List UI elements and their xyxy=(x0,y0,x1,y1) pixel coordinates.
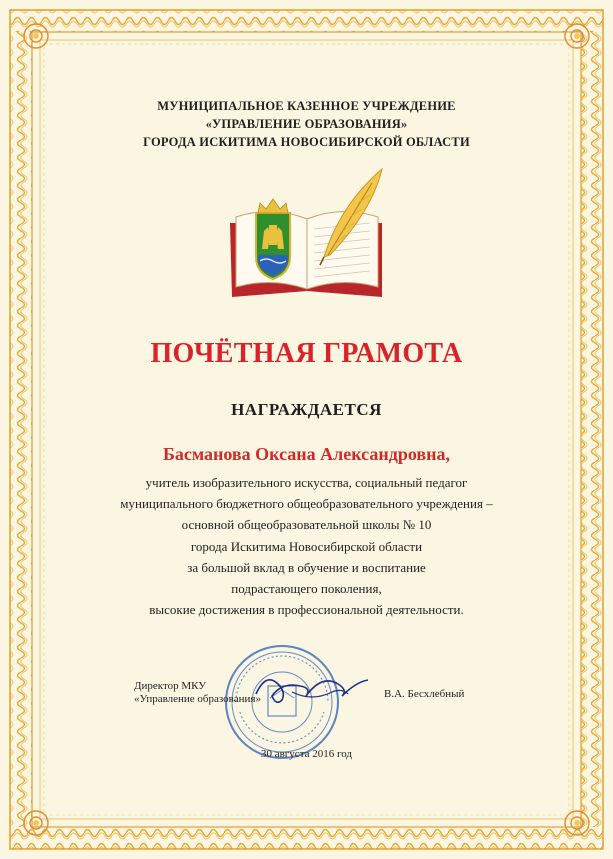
coat-of-arms-on-open-book-with-quill-icon xyxy=(222,165,392,305)
award-description xyxy=(40,472,573,620)
signer-title-line-1: Директор МКУ xyxy=(134,680,207,692)
organization-line-3: ГОРОДА ИСКИТИМА НОВОСИБИРСКОЙ ОБЛАСТИ xyxy=(143,135,470,149)
organization-heading xyxy=(60,97,553,151)
description-line: муниципального бюджетного общеобразовательного учреждения – xyxy=(120,496,493,512)
awarded-label: НАГРАЖДАЕТСЯ xyxy=(231,400,382,419)
description-line: подрастающего поколения, xyxy=(231,581,382,597)
description-line: учитель изобразительного искусства, социальный педагог xyxy=(145,475,468,490)
description-line: высокие достижения в профессиональной деятельности. xyxy=(149,602,464,618)
signer-title xyxy=(134,680,261,706)
description-line: города Искитима Новосибирской области xyxy=(190,538,423,554)
signer-title-line-2: «Управление образования» xyxy=(134,693,261,705)
organization-line-2: «УПРАВЛЕНИЕ ОБРАЗОВАНИЯ» xyxy=(205,117,408,131)
signer-name: В.А. Бесхлебный xyxy=(384,688,465,700)
certificate-date: 30 августа 2016 год xyxy=(260,748,353,760)
signature-icon xyxy=(252,662,372,712)
organization-line-1: МУНИЦИПАЛЬНОЕ КАЗЕННОЕ УЧРЕЖДЕНИЕ xyxy=(157,99,456,113)
description-line: за большой вклад в обучение и воспитание xyxy=(187,559,426,575)
certificate-title: ПОЧЁТНАЯ ГРАМОТА xyxy=(150,338,463,369)
description-line: основной общеобразовательной школы № 10 xyxy=(181,517,432,533)
recipient-name: Басманова Оксана Александровна, xyxy=(162,444,451,464)
